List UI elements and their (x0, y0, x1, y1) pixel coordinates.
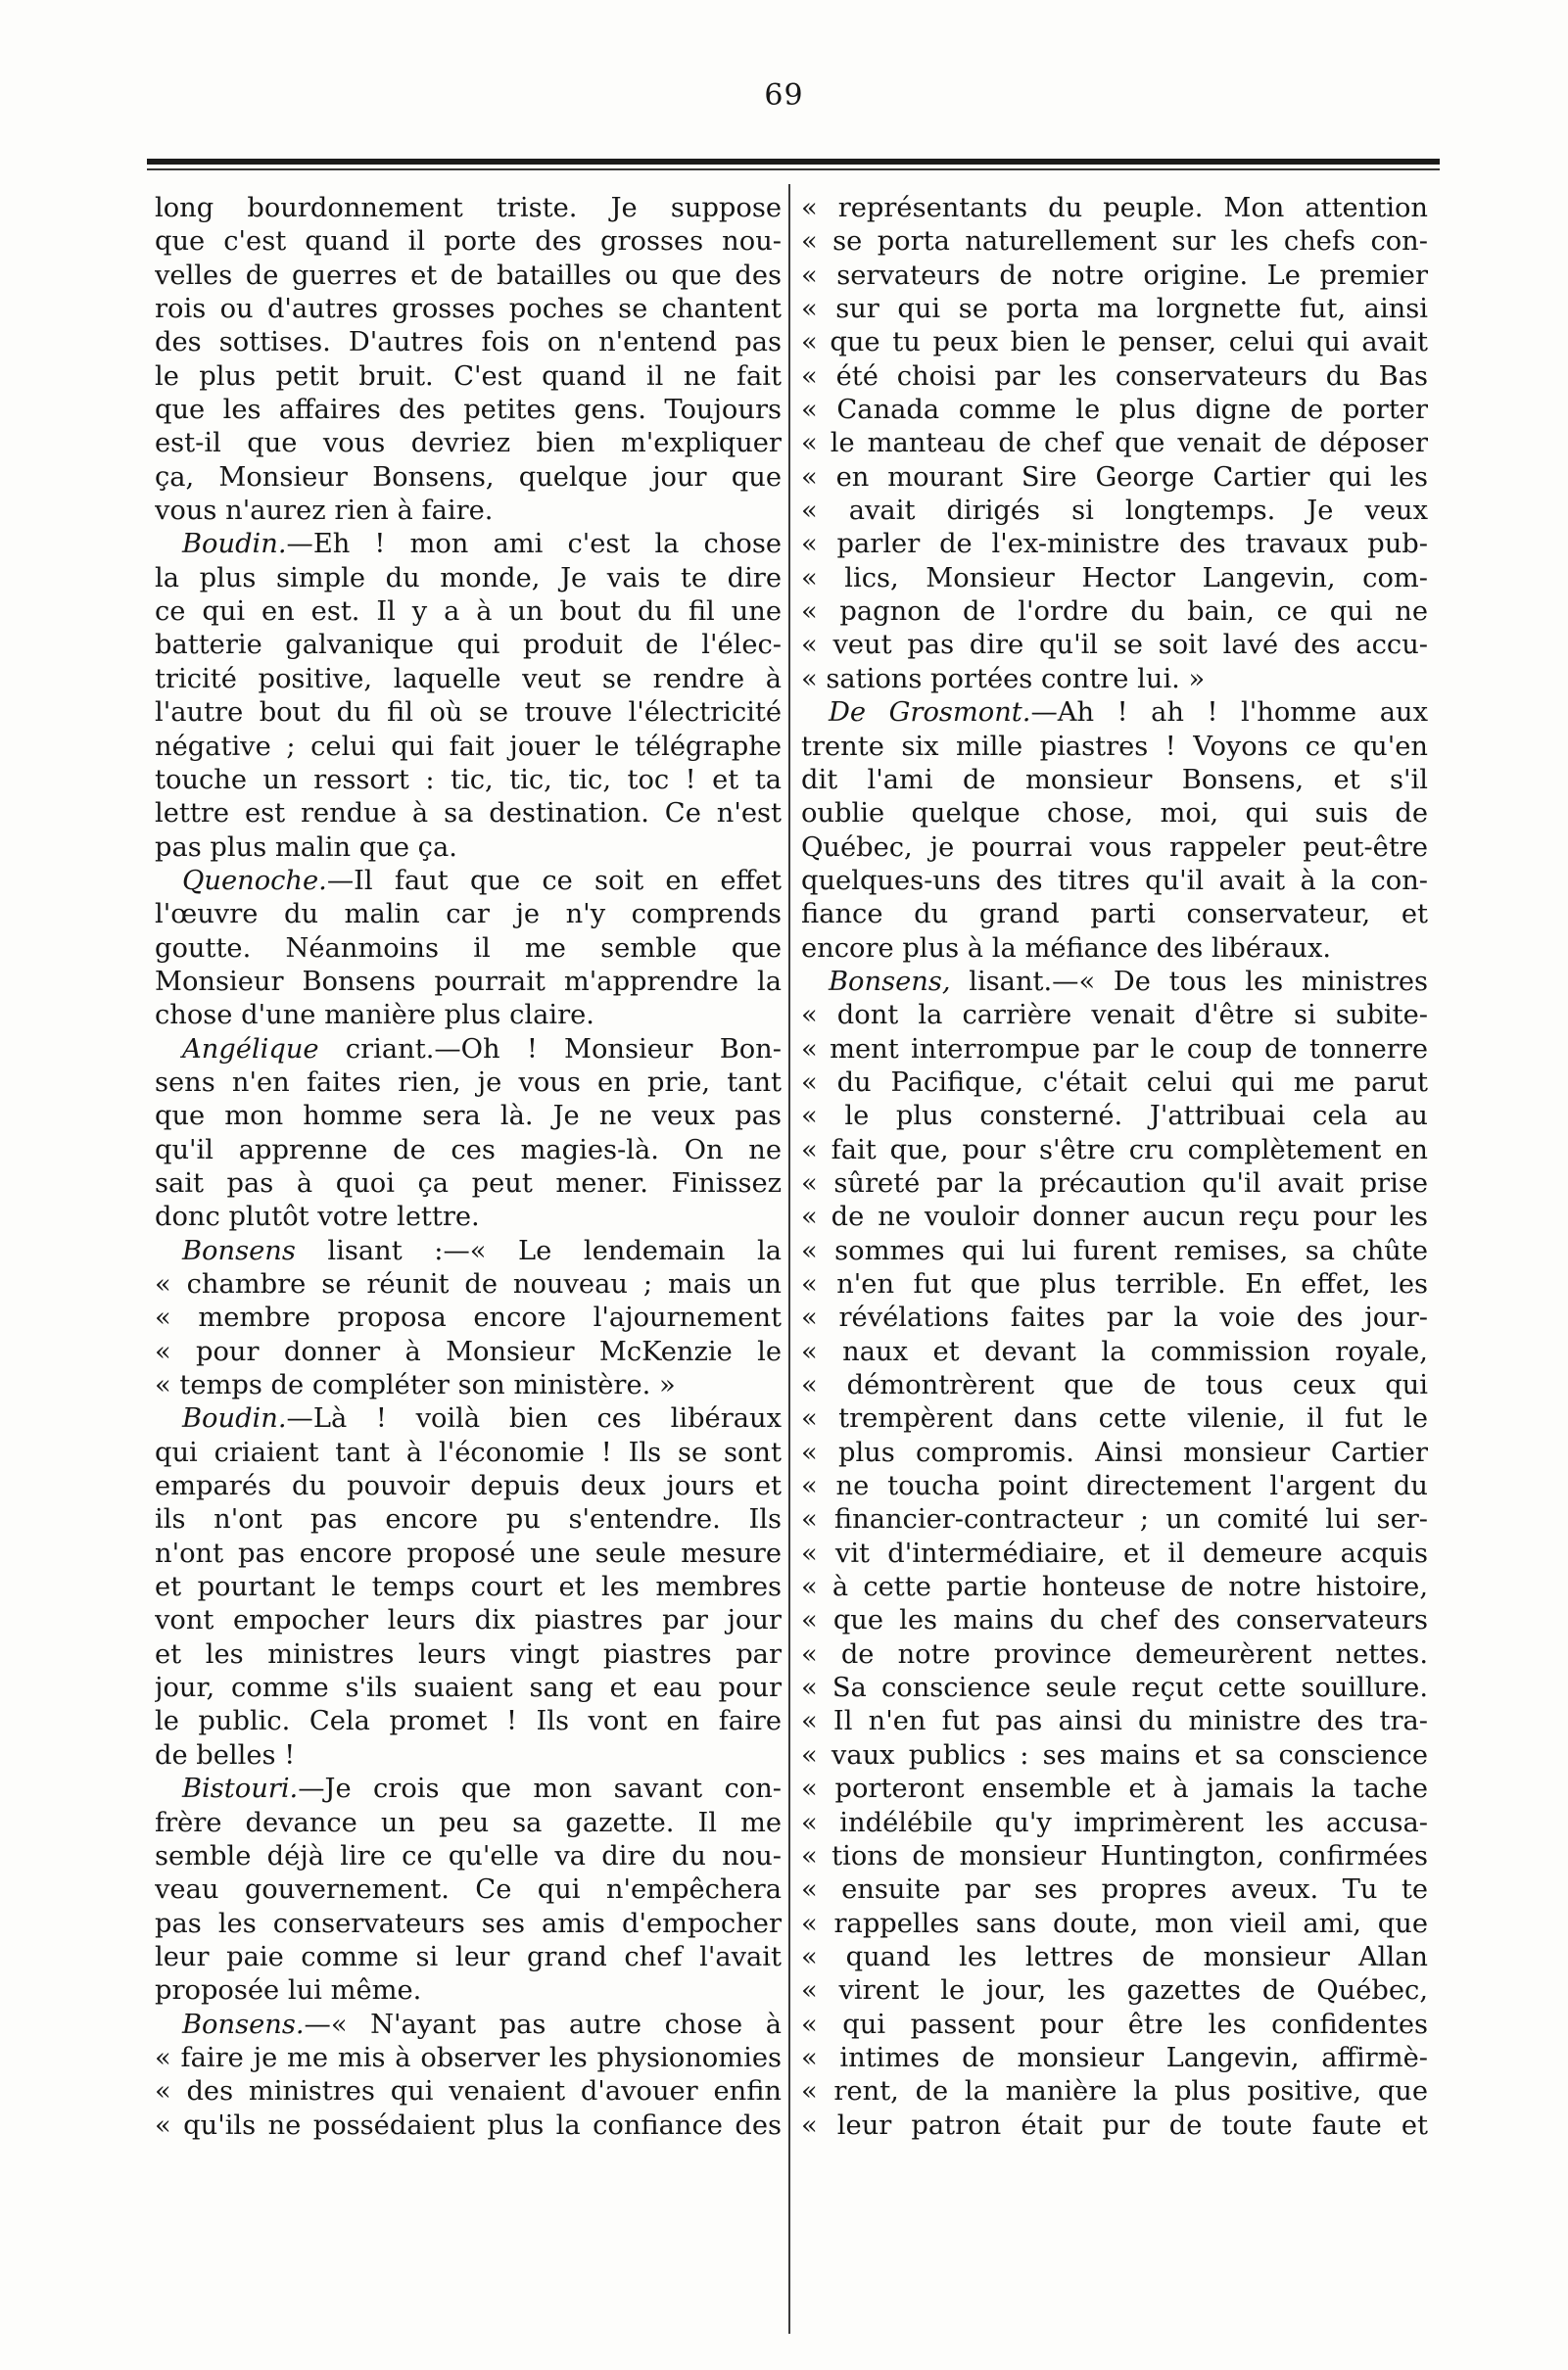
text-line (155, 495, 782, 528)
line-text: « n'en fut que plus terrible. En effet, les (801, 1269, 1428, 1300)
line-text: trente six mille piastres ! Voyons ce qu'en (801, 731, 1428, 762)
line-text: « financier-contracteur ; un comité lui ser- (801, 1504, 1428, 1536)
text-line (801, 528, 1428, 561)
text-line (155, 1134, 782, 1167)
line-text: « de ne vouloir donner aucun reçu pour les (801, 1202, 1428, 1233)
text-line (155, 1336, 782, 1369)
line-text: goutte. Néanmoins il me semble que (155, 932, 782, 964)
line-text: ce qui en est. Il y a à un bout du fil une (155, 596, 782, 628)
text-line (801, 461, 1428, 495)
text-line (155, 1268, 782, 1302)
line-text: velles de guerres et de batailles ou que des (155, 260, 782, 291)
speaker-name: Bistouri. (182, 1774, 299, 1805)
line-text: « lics, Monsieur Hector Langevin, com- (801, 562, 1428, 593)
header-rule-thin (147, 168, 1440, 170)
text-line (801, 797, 1428, 830)
line-text: « révélations faites par la voie des jour- (801, 1303, 1428, 1334)
line-text: rois ou d'autres grosses poches se chantent (155, 294, 782, 325)
text-line (801, 2009, 1428, 2042)
line-text: pas plus malin que ça. (155, 831, 457, 863)
line-text: fiance du grand parti conservateur, et (801, 899, 1428, 930)
line-text: proposée lui même. (155, 1975, 422, 2007)
text-line (801, 192, 1428, 225)
text-line (801, 260, 1428, 293)
line-text: veau gouvernement. Ce qui n'empêchera (155, 1874, 782, 1906)
line-text: vous n'aurez rien à faire. (155, 496, 494, 527)
line-text: que c'est quand il porte des grosses nou- (155, 226, 782, 258)
text-line (801, 2075, 1428, 2109)
line-text: sait pas à quoi ça peut mener. Finissez (155, 1167, 782, 1199)
text-line (155, 1402, 782, 1436)
line-text: leur paie comme si leur grand chef l'avait (155, 1941, 782, 1972)
text-line (155, 1873, 782, 1907)
line-text: Québec, je pourrai vous rappeler peut-être (801, 831, 1428, 863)
line-text: et les ministres leurs vingt piastres par (155, 1638, 782, 1670)
text-line (801, 1974, 1428, 2008)
line-text: sens n'en faites rien, je vous en prie, tant (155, 1066, 782, 1098)
line-text: « de notre province demeurèrent nettes. (801, 1638, 1428, 1670)
line-text: frère devance un peu sa gazette. Il me (155, 1807, 782, 1838)
text-line (155, 360, 782, 394)
line-text: « pour donner à Monsieur McKenzie le (155, 1336, 782, 1367)
text-line (155, 1201, 782, 1234)
text-line (155, 1235, 782, 1268)
text-line (801, 1066, 1428, 1100)
line-text: qui criaient tant à l'économie ! Ils se sont (155, 1437, 782, 1468)
text-line (155, 427, 782, 460)
text-line (801, 1100, 1428, 1133)
line-text: « que tu peux bien le penser, celui qui avait (801, 327, 1428, 358)
text-line (155, 1571, 782, 1604)
line-text: —« N'ayant pas autre chose à (304, 2009, 782, 2040)
text-line (155, 1908, 782, 1941)
text-line (155, 1503, 782, 1537)
line-text: —Là ! voilà bien ces libéraux (286, 1403, 782, 1435)
line-text: « que les mains du chef des conservateurs (801, 1605, 1428, 1636)
text-line (155, 1705, 782, 1738)
text-line (155, 1437, 782, 1470)
text-line (801, 225, 1428, 259)
line-text: négative ; celui qui fait jouer le télégraphe (155, 731, 782, 762)
text-line (155, 1840, 782, 1873)
line-text: « naux et devant la commission royale, (801, 1336, 1428, 1367)
line-text: lisant.—« De tous les ministres (950, 966, 1428, 997)
speaker-name: Boudin. (182, 1403, 287, 1435)
line-text: « le manteau de chef que venait de déposer (801, 428, 1428, 459)
text-line (155, 1033, 782, 1066)
line-text: que mon homme sera là. Je ne veux pas (155, 1101, 782, 1132)
line-text: « à cette partie honteuse de notre histoire, (801, 1572, 1428, 1603)
line-text: « parler de l'ex-ministre des travaux pub- (801, 529, 1428, 560)
text-line (801, 2042, 1428, 2075)
text-line (155, 2009, 782, 2042)
text-line (801, 932, 1428, 966)
line-text: « rent, de la manière la plus positive, que (801, 2076, 1428, 2108)
speaker-name: Boudin. (182, 529, 287, 560)
line-text: « se porta naturellement sur les chefs con- (801, 226, 1428, 258)
text-line (801, 1268, 1428, 1302)
text-line (801, 1437, 1428, 1470)
line-text: ils n'ont pas encore pu s'entendre. Ils (155, 1504, 782, 1536)
line-text: « virent le jour, les gazettes de Québec, (801, 1975, 1428, 2007)
text-line (801, 1033, 1428, 1066)
text-line (155, 461, 782, 495)
line-text: « rappelles sans doute, mon vieil ami, que (801, 1908, 1428, 1939)
text-line (801, 865, 1428, 898)
line-text: « été choisi par les conservateurs du Bas (801, 360, 1428, 392)
text-line (801, 394, 1428, 427)
line-text: le plus petit bruit. C'est quand il ne fait (155, 360, 782, 392)
text-line (155, 2075, 782, 2109)
line-text: « vit d'intermédiaire, et il demeure acquis (801, 1538, 1428, 1569)
text-line (155, 192, 782, 225)
line-text: « représentants du peuple. Mon attention (801, 193, 1428, 223)
text-line (801, 293, 1428, 326)
text-line (801, 427, 1428, 460)
line-text: pas les conservateurs ses amis d'empocher (155, 1908, 782, 1939)
line-text: le public. Cela promet ! Ils vont en faire (155, 1706, 782, 1737)
text-line (155, 595, 782, 629)
text-line (155, 1672, 782, 1705)
line-text: ça, Monsieur Bonsens, quelque jour que (155, 461, 782, 493)
header-rule (147, 159, 1440, 165)
line-text: « porteront ensemble et à jamais la tache (801, 1774, 1428, 1805)
right-column (801, 192, 1428, 2143)
text-line (155, 865, 782, 898)
line-text: « temps de compléter son ministère. » (155, 1370, 676, 1401)
line-text: « sûreté par la précaution qu'il avait prise (801, 1167, 1428, 1199)
text-line (155, 966, 782, 999)
line-text: lettre est rendue à sa destination. Ce n'est (155, 798, 782, 830)
text-line (155, 1807, 782, 1840)
line-text: « le plus consterné. J'attribuai cela au (801, 1101, 1428, 1132)
text-line (801, 999, 1428, 1032)
line-text: « du Pacifique, c'était celui qui me parut (801, 1066, 1428, 1098)
line-text: jour, comme s'ils suaient sang et eau pour (155, 1673, 782, 1704)
line-text: —Eh ! mon ami c'est la chose (286, 529, 782, 560)
line-text: n'ont pas encore proposé une seule mesure (155, 1538, 782, 1569)
text-line (801, 1773, 1428, 1806)
line-text: « pagnon de l'ordre du bain, ce qui ne (801, 596, 1428, 628)
text-line (801, 1705, 1428, 1738)
line-text: encore plus à la méfiance des libéraux. (801, 932, 1332, 964)
text-line (801, 1402, 1428, 1436)
line-text: « en mourant Sire George Cartier qui les (801, 461, 1428, 493)
line-text: « dont la carrière venait d'être si subite- (801, 1000, 1428, 1031)
text-line (801, 1201, 1428, 1234)
line-text: « ment interrompue par le coup de tonnerre (801, 1033, 1428, 1065)
text-line (155, 1066, 782, 1100)
text-line (801, 1336, 1428, 1369)
text-line (155, 1773, 782, 1806)
line-text: emparés du pouvoir depuis deux jours et (155, 1471, 782, 1502)
line-text: lisant :—« Le lendemain la (295, 1235, 782, 1266)
line-text: donc plutôt votre lettre. (155, 1202, 480, 1233)
text-line (801, 1873, 1428, 1907)
text-line (801, 1840, 1428, 1873)
text-line (155, 326, 782, 359)
line-text: vont empocher leurs dix piastres par jour (155, 1605, 782, 1636)
line-text: oublie quelque chose, moi, qui suis de (801, 798, 1428, 830)
line-text: « Il n'en fut pas ainsi du ministre des tra- (801, 1706, 1428, 1737)
line-text: « veut pas dire qu'il se soit lavé des accu- (801, 630, 1428, 661)
speaker-name: Bonsens. (182, 2009, 305, 2040)
text-line (801, 1369, 1428, 1402)
text-line (801, 1908, 1428, 1941)
line-text: « sur qui se porta ma lorgnette fut, ainsi (801, 294, 1428, 325)
text-line (155, 528, 782, 561)
text-line (155, 1369, 782, 1402)
text-line (155, 1302, 782, 1335)
line-text: « qu'ils ne possédaient plus la confiance des (155, 2109, 782, 2141)
speaker-name: Angélique (182, 1033, 319, 1065)
line-text: —Ah ! ah ! l'homme aux (1030, 697, 1428, 729)
text-line (801, 2109, 1428, 2143)
text-line (801, 831, 1428, 865)
line-text: « sations portées contre lui. » (801, 663, 1206, 694)
line-text: « chambre se réunit de nouveau ; mais un (155, 1269, 782, 1300)
line-text: « trempèrent dans cette vilenie, il fut le (801, 1403, 1428, 1435)
line-text: batterie galvanique qui produit de l'élec- (155, 630, 782, 661)
text-line (155, 831, 782, 865)
text-line (155, 1638, 782, 1672)
line-text: de belles ! (155, 1739, 296, 1771)
line-text: « sommes qui lui furent remises, sa chûte (801, 1235, 1428, 1266)
column-divider (788, 184, 790, 2334)
line-text: —Il faut que ce soit en effet (326, 865, 782, 896)
line-text: « plus compromis. Ainsi monsieur Cartier (801, 1437, 1428, 1468)
left-column (155, 192, 782, 2143)
line-text: tricité positive, laquelle veut se rendre à (155, 663, 782, 694)
text-line (801, 595, 1428, 629)
text-line (801, 1470, 1428, 1503)
text-line (155, 1538, 782, 1571)
line-text: et pourtant le temps court et les membres (155, 1572, 782, 1603)
text-line (801, 1167, 1428, 1201)
line-text: « des ministres qui venaient d'avouer enfin (155, 2076, 782, 2108)
text-line (155, 797, 782, 830)
line-text: « avait dirigés si longtemps. Je veux (801, 496, 1428, 527)
text-line (801, 1941, 1428, 1974)
line-text: « fait que, pour s'être cru complètement en (801, 1134, 1428, 1165)
line-text: « démontrèrent que de tous ceux qui (801, 1370, 1428, 1401)
line-text: « ne toucha point directement l'argent du (801, 1471, 1428, 1502)
line-text: « qui passent pour être les confidentes (801, 2009, 1428, 2040)
text-line (155, 731, 782, 764)
text-line (801, 1538, 1428, 1571)
text-line (801, 1134, 1428, 1167)
line-text: criant.—Oh ! Monsieur Bon- (318, 1033, 782, 1065)
line-text: « ensuite par ses propres aveux. Tu te (801, 1874, 1428, 1906)
text-line (155, 1739, 782, 1773)
text-line (155, 1974, 782, 2008)
text-line (155, 663, 782, 696)
page-number: 69 (764, 78, 804, 113)
text-line (801, 663, 1428, 696)
line-text: « intimes de monsieur Langevin, affirmè- (801, 2042, 1428, 2073)
text-line (155, 260, 782, 293)
text-line (155, 629, 782, 662)
text-line (155, 2109, 782, 2143)
text-line (801, 629, 1428, 662)
line-text: « quand les lettres de monsieur Allan (801, 1941, 1428, 1972)
line-text: « servateurs de notre origine. Le premier (801, 260, 1428, 291)
text-line (801, 1235, 1428, 1268)
text-line (801, 1739, 1428, 1773)
line-text: « indélébile qu'y imprimèrent les accusa- (801, 1807, 1428, 1838)
line-text: des sottises. D'autres fois on n'entend pas (155, 327, 782, 358)
text-line (801, 898, 1428, 931)
text-line (801, 562, 1428, 595)
text-line (801, 696, 1428, 730)
text-line (801, 495, 1428, 528)
line-text: —Je crois que mon savant con- (298, 1774, 782, 1805)
speaker-name: Quenoche. (182, 865, 327, 896)
line-text: « membre proposa encore l'ajournement (155, 1303, 782, 1334)
speaker-name: De Grosmont. (829, 697, 1031, 729)
text-line (155, 1167, 782, 1201)
text-line (801, 1672, 1428, 1705)
text-line (155, 696, 782, 730)
text-line (155, 2042, 782, 2075)
text-line (801, 1503, 1428, 1537)
text-line (801, 1604, 1428, 1637)
line-text: touche un ressort : tic, tic, tic, toc ! et ta (155, 764, 782, 795)
line-text: l'autre bout du fil où se trouve l'électricité (155, 697, 782, 729)
line-text: « faire je me mis à observer les physionomies (155, 2042, 782, 2073)
text-line (801, 1302, 1428, 1335)
line-text: dit l'ami de monsieur Bonsens, et s'il (801, 764, 1428, 795)
text-line (155, 898, 782, 931)
text-line (155, 1470, 782, 1503)
text-line (155, 394, 782, 427)
line-text: « vaux publics : ses mains et sa conscience (801, 1739, 1428, 1771)
text-line (155, 562, 782, 595)
text-line (801, 966, 1428, 999)
text-line (155, 999, 782, 1032)
line-text: semble déjà lire ce qu'elle va dire du nou- (155, 1840, 782, 1872)
line-text: « Canada comme le plus digne de porter (801, 395, 1428, 426)
line-text: long bourdonnement triste. Je suppose (155, 193, 782, 223)
line-text: « Sa conscience seule reçut cette souillure. (801, 1673, 1428, 1704)
text-line (155, 764, 782, 797)
line-text: que les affaires des petites gens. Toujours (155, 395, 782, 426)
line-text: « tions de monsieur Huntington, confirmées (801, 1840, 1428, 1872)
line-text: l'œuvre du malin car je n'y comprends (155, 899, 782, 930)
line-text: chose d'une manière plus claire. (155, 1000, 594, 1031)
text-line (155, 1604, 782, 1637)
text-line (801, 1807, 1428, 1840)
text-line (155, 932, 782, 966)
text-line (155, 293, 782, 326)
text-line (801, 764, 1428, 797)
text-line (801, 1638, 1428, 1672)
line-text: est-il que vous devriez bien m'expliquer (155, 428, 782, 459)
line-text: qu'il apprenne de ces magies-là. On ne (155, 1134, 782, 1165)
line-text: « leur patron était pur de toute faute et (801, 2109, 1428, 2141)
line-text: quelques-uns des titres qu'il avait à la con- (801, 865, 1428, 896)
text-line (801, 360, 1428, 394)
text-line (155, 225, 782, 259)
speaker-name: Bonsens (182, 1235, 296, 1266)
speaker-name: Bonsens, (829, 966, 951, 997)
text-line (155, 1941, 782, 1974)
text-line (801, 1571, 1428, 1604)
text-line (801, 326, 1428, 359)
text-line (801, 731, 1428, 764)
line-text: Monsieur Bonsens pourrait m'apprendre la (155, 966, 782, 997)
text-line (155, 1100, 782, 1133)
line-text: la plus simple du monde, Je vais te dire (155, 562, 782, 593)
